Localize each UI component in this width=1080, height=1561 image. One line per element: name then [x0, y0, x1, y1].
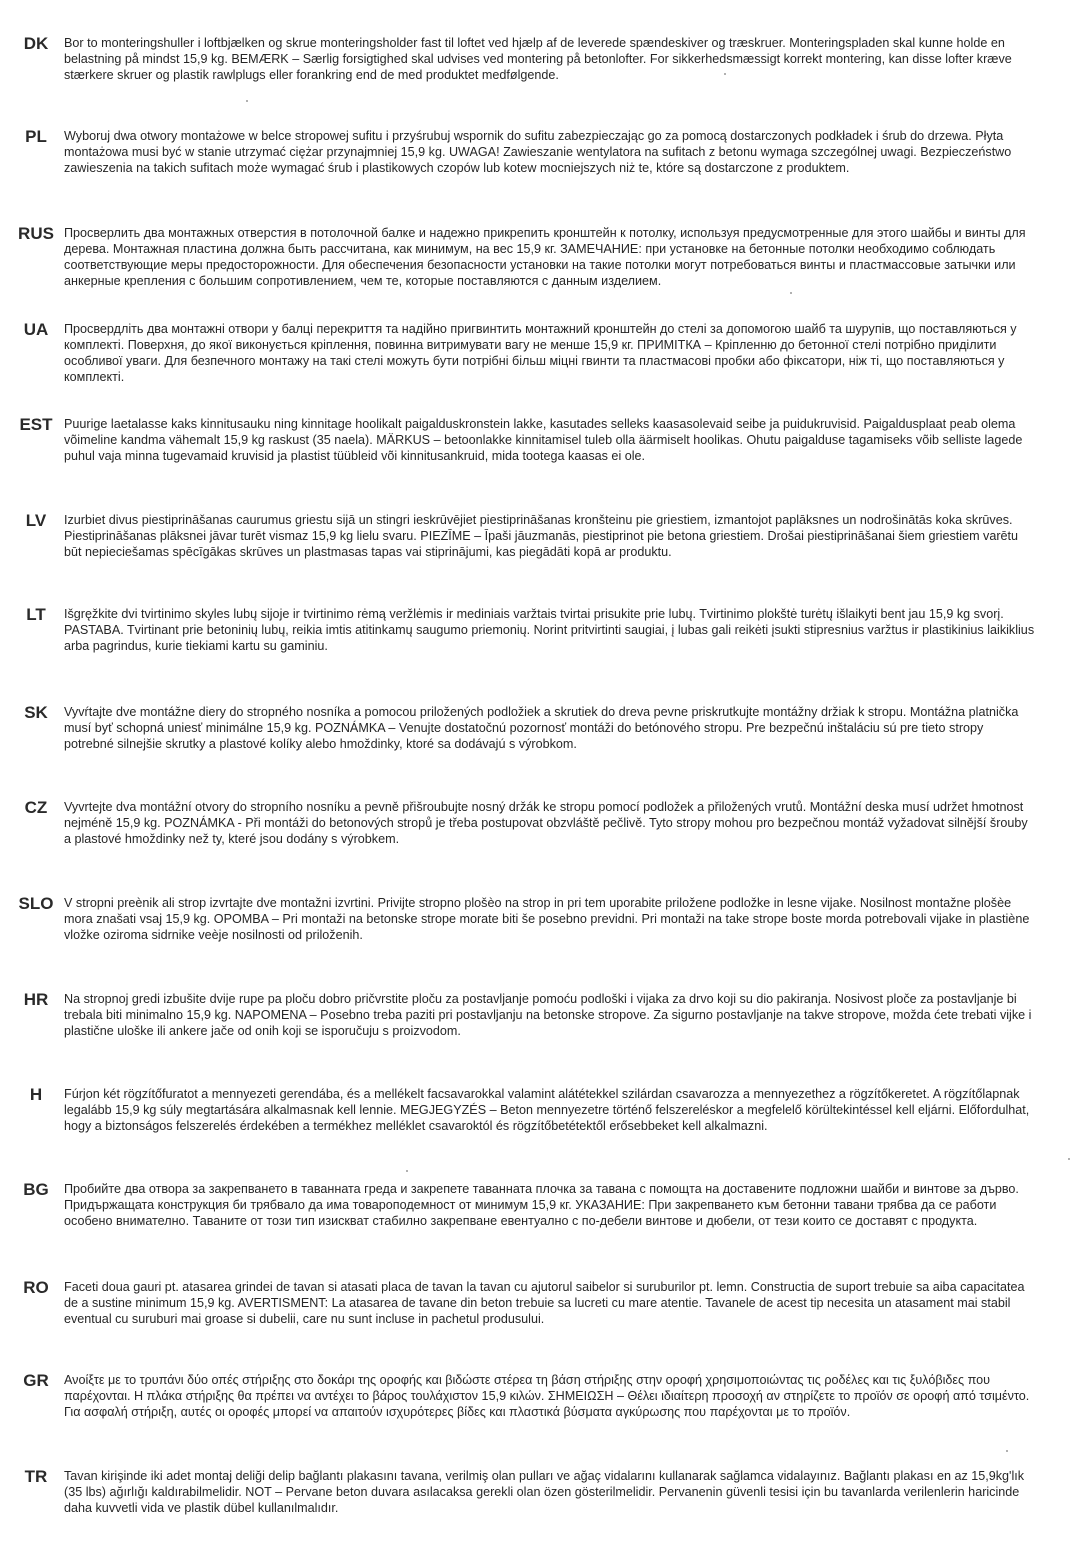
section-text: V stropni preènik ali strop izvrtajte dve montažni izvrtini. Privijte stropno plošèo na strop in pri tem uporabite priložene podložke in lesne vijake. Nosilnost montažne plošèe mora znašati vsaj 15,9 kg. OPOMBA – Pri montaži na betonske strope morate biti še posebno previdni. Pri montaži na take strope boste morda potrebovali vijake in plastiène vložke oziroma sidrnike veèje nosilnosti od priloženih.	[64, 896, 1030, 942]
language-code: SK	[24, 703, 48, 722]
language-code: LV	[25, 511, 47, 530]
language-code: GR	[23, 1371, 49, 1390]
section-text: Просвердліть два монтажні отвори у балці перекриття та надійно пригвинтить монтажний кронштейн до стелі за допомогою шайб та шурупів, що поставляються у комплекті. Поверхня, до якої виконується кріплення, повинна витримувати вагу не менше 15,9 кг. ПРИМІТКА – Кріпленню до бетонної стелі потрібно приділити особливої уваги. Для безпечного монтажу на такі стелі можуть бути потрібні більш міцні гвинти та пластмасові пробки або фіксатори, ніж ті, що поставляються у комплекті.	[64, 322, 1017, 384]
language-code: RUS	[18, 224, 54, 243]
scan-speck	[790, 292, 792, 294]
section-text: Bor to monteringshuller i loftbjælken og skrue monteringsholder fast til loftet ved hjælp af de leverede spændeskiver og træskruer. Monteringspladen skal kunne holde en belastning på mindst 15,9 kg. BEMÆRK – Særlig forsigtighed skal udvises ved montering på betonlofter. For sikkerhedsmæssigt korrekt montering, kan disse lofter kræve stærkere skruer og plastik rawlplugs eller forankring end de med produktet medfølgende.	[64, 36, 1012, 82]
language-code: PL	[25, 127, 47, 146]
section-text: Ανοίξτε με το τρυπάνι δύο οπές στήριξης στο δοκάρι της οροφής και βιδώστε στέρεα τη βάση στήριξης στην οροφή χρησιμοποιώντας τις ροδέλες και τις ξυλόβιδες που παρέχονται. Η πλάκα στήριξης θα πρέπει να αντέχει το βάρος τουλάχιστον 15,9 κιλών. ΣΗΜΕΙΩΣΗ – Θέλει ιδιαίτερη προσοχή αν στηρίζετε το προϊόν σε οροφή από τσιμέντο. Για ασφαλή στήριξη, αυτές οι οροφές μπορεί να απαιτούν ισχυρότερες βίδες και πλαστικά βύσματα αγκύρωσης που παρέχονται με το προϊόν.	[64, 1373, 1030, 1419]
language-code: BG	[23, 1180, 49, 1199]
scan-speck	[1006, 1450, 1008, 1452]
language-code: RO	[23, 1278, 49, 1297]
section-text: Išgręžkite dvi tvirtinimo skyles lubų sijoje ir tvirtinimo rėmą veržlėmis ir mediniais varžtais tvirtai prisukite prie lubų. Tvirtinimo plokštė turėtų išlaikyti bent jau 15,9 kg svorį. PASTABA. Tvirtinant prie betoninių lubų, reikia imtis atitinkamų saugumo priemonių. Norint pritvirtinti saugiai, į lubas gali reikėti įsukti stipresnius varžtus ir plastikinius laikiklius arba pagrindus, kurie tiekiami kartu su gaminiu.	[64, 607, 1035, 653]
scan-speck	[246, 100, 248, 102]
section-text: Na stropnoj gredi izbušite dvije rupe pa ploču dobro pričvrstite ploču za postavljanje pomoću podloški i vijaka za drvo koji su dio pakiranja. Nosivost ploče za postavljanje bi trebala biti minimalno 15,9 kg. NAPOMENA – Posebno treba paziti pri postavljanju na betonske stropove. Za sigurno postavljanje na takve stropove, možda ćete trebati vijke i plastične uloške ili ankere jače od onih koji se isporučuju s proizvodom.	[64, 992, 1032, 1038]
section-text: Wyboruj dwa otwory montażowe w belce stropowej sufitu i przyśrubuj wspornik do sufitu zabezpieczając go za pomocą dostarczonych podkładek i śrub do drzewa. Płyta montażowa musi być w stanie utrzymać ciężar przynajmniej 15,9 kg. UWAGA! Zawieszanie wentylatora na sufitach z betonu wymaga szczególnej uwagi. Bezpieczeństwo zawieszenia na takich sufitach może wymagać śrub i plastikowych czopów lub kotew mocniejszych niż te, które są dostarczone z produktem.	[64, 129, 1012, 175]
language-code: HR	[23, 990, 49, 1009]
scan-speck	[724, 73, 726, 75]
language-code: H	[29, 1085, 43, 1104]
scan-speck	[1068, 1158, 1070, 1160]
language-code: TR	[24, 1467, 48, 1486]
section-text: Fúrjon két rögzítőfuratot a mennyezeti gerendába, és a mellékelt facsavarokkal valamint alátétekkel szilárdan csavarozza a mennyezethez a rögzítőkeretet. A rögzítőlapnak legalább 15,9 kg súly megtartására alkalmasnak kell lennie. MEGJEGYZÉS – Beton mennyezetre történő felszereléskor a megfelelő körültekintéssel kell eljárni. Előfordulhat, hogy a biztonságos felszerelés érdekében a termékhez melléklet csavaroktól és rögzítőbetétektől erősebbeket kell alkalmazni.	[64, 1087, 1030, 1133]
section-text: Puurige laetalasse kaks kinnitusauku ning kinnitage hoolikalt paigalduskronstein lakke, kasutades selleks kaasasolevaid seibe ja puidukruvisid. Paigaldusplaat peab olema võimeline kandma vähemalt 15,9 kg raskust (35 naela). MÄRKUS – betoonlakke kinnitamisel tuleb olla äärmiselt hoolikas. Ohutu paigalduse tagamiseks võib selliste lagede puhul vaja minna tugevamaid kruvisid ja plastist tüübleid või kinnitusankruid, mida tootega kaasas ei ole.	[64, 417, 1023, 463]
scan-speck	[406, 1170, 408, 1172]
section-text: Vyvŕtajte dve montážne diery do stropného nosníka a pomocou priložených podložiek a skrutiek do dreva pevne priskrutkujte montážny držiak k stropu. Montážna platnička musí byť schopná uniesť minimálne 15,9 kg. POZNÁMKA – Venujte dostatočnú pozornosť montáži do betónového stropu. Pre bezpečnú inštaláciu sú pre tieto stropy potrebné silnejšie skrutky a plastové kolíky alebo hmoždinky, ktoré sa dodávajú s výrobkom.	[64, 705, 1019, 751]
language-code: LT	[26, 605, 46, 624]
language-code: EST	[19, 415, 53, 434]
section-text: Просверлить два монтажных отверстия в потолочной балке и надежно прикрепить кронштейн к потолку, используя предусмотренные для этого шайбы и винты для дерева. Монтажная пластина должна быть рассчитана, как минимум, на вес 15,9 кг. ЗАМЕЧАНИЕ: при установке на бетонные потолки необходимо соблюдать соответствующие меры предосторожности. Для обеспечения безопасности установки на такие потолки могут потребоваться винты и пластмассовые затычки или анкерные крепления с большим сопротивлением, чем те, которые поставляются с данным изделием.	[64, 226, 1026, 288]
language-code: SLO	[18, 894, 54, 913]
language-code: UA	[23, 320, 49, 339]
section-text: Пробийте два отвора за закрепването в таванната греда и закрепете таванната плочка за тавана с помощта на доставените подложни шайби и винтове за дърво. Придържащата конструкция би трябвало да има товароподемност от минимум 15,9 кг. УКАЗАНИЕ: При закрепването към бетонни тавани трябва да се работи особено внимателно. Таваните от този тип изискват стабилно закрепване евентуално с по-дебели винтове и дюбели, от тези които се доставят с продукта.	[64, 1182, 1019, 1228]
section-text: Tavan kirişinde iki adet montaj deliği delip bağlantı plakasını tavana, verilmiş olan pulları ve ağaç vidalarını kullanarak sağlamca vidalayınız. Bağlantı plakası en az 15,9kg'lık (35 lbs) ağırlığı kaldırabilmelidir. NOT – Pervane beton duvara asılacaksa gerekli olan özen gösterilmelidir. Pervanenin güvenli tesisi için bu tavanlarda verilenlerin haricinde daha kuvvetli vida ve plastik dübel kullanılmalıdır.	[64, 1469, 1025, 1515]
section-text: Izurbiet divus piestiprināšanas caurumus griestu sijā un stingri ieskrūvējiet piestiprināšanas kronšteinu pie griestiem, izmantojot paplāksnes un nodrošinātās koka skrūves. Piestiprināšanas plāksnei jāvar turēt vismaz 15,9 kg lielu svaru. PIEZĪME – Īpaši jāuzmanās, piestiprinot pie betona griestiem. Drošai piestiprināšanai šiem griestiem varētu būt nepieciešamas spēcīgākas skrūves un plastmasas tapas vai stiprinājumi, kas piegādāti kopā ar produktu.	[64, 513, 1019, 559]
section-text: Faceti doua gauri pt. atasarea grindei de tavan si atasati placa de tavan la tavan cu ajutorul saibelor si suruburilor pt. lemn. Constructia de suport trebuie sa aiba capacitatea de a sustine minimum 15,9 kg. AVERTISMENT: La atasarea de tavane din beton trebuie sa lucreti cu mare atentie. Tavanele de acest tip necesita un atasament mai stabil eventual cu suruburi mai groase si dubelii, care nu sunt incluse in pachetul produsului.	[64, 1280, 1025, 1326]
section-text: Vyvrtejte dva montážní otvory do stropního nosníku a pevně přišroubujte nosný držák ke stropu pomocí podložek a přiložených vrutů. Montážní deska musí udržet hmotnost nejméně 15,9 kg. POZNÁMKA - Při montáži do betonových stropů je třeba postupovat obzvláště pečlivě. Tyto stropy mohou pro bezpečnou montáž vyžadovat silnější šrouby a plastové hmoždinky než ty, které jsou dodány s výrobkem.	[64, 800, 1028, 846]
language-code: DK	[23, 34, 49, 53]
language-code: CZ	[24, 798, 48, 817]
